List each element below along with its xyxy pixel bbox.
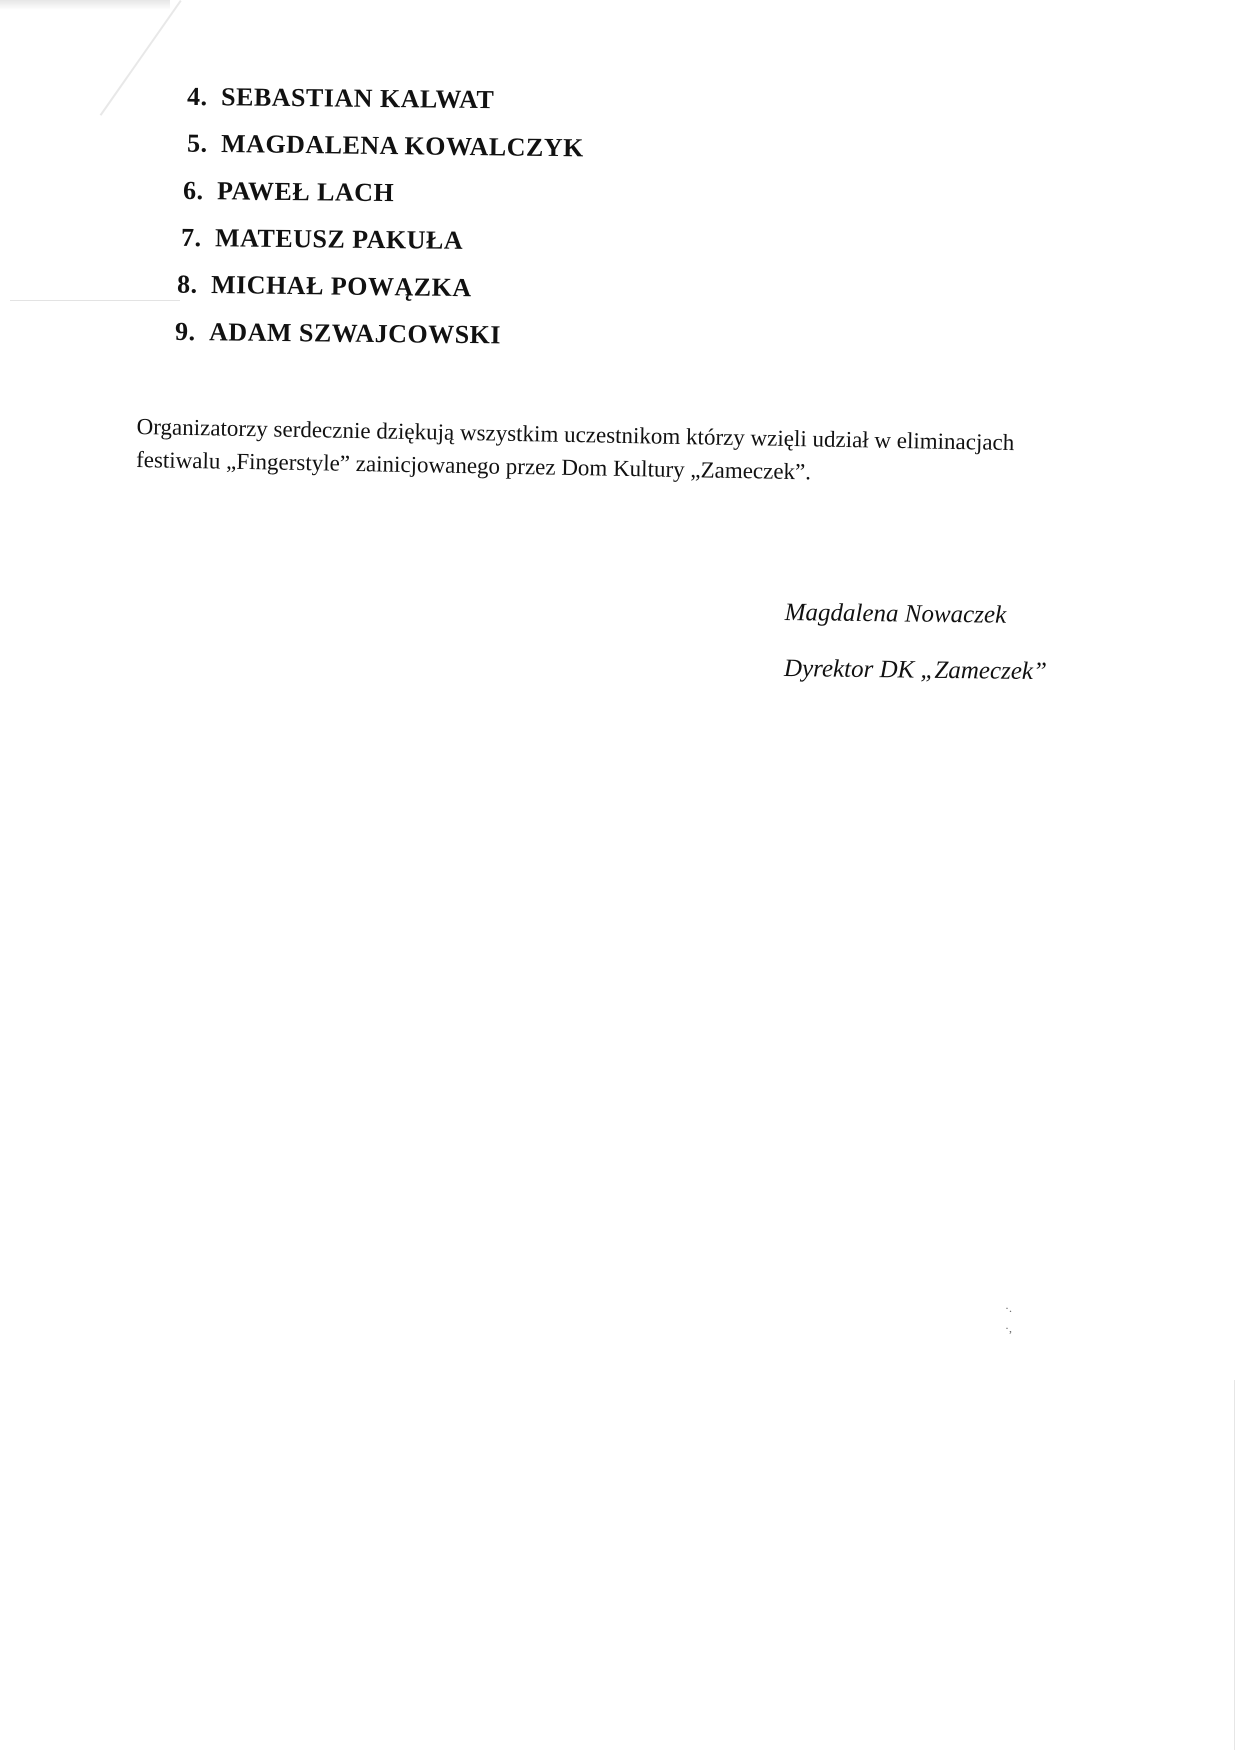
- participant-name: SEBASTIAN KALWAT: [220, 82, 495, 115]
- participant-name: PAWEŁ LACH: [216, 176, 395, 208]
- thanks-line-2: festiwalu „Fingerstyle” zainicjowanego przez Dom Kultury „Zameczek”.: [135, 446, 812, 485]
- scan-right-edge: [1234, 1380, 1235, 1750]
- scan-specks: ·. ·,: [1005, 1301, 1012, 1335]
- list-item: [187, 129, 584, 181]
- list-item-number: 6.: [182, 175, 204, 206]
- participant-list: [174, 81, 584, 366]
- list-item-number: 4.: [186, 81, 208, 112]
- signatory-title: Dyrektor DK „Zameczek”: [783, 654, 1048, 686]
- participant-name: MICHAŁ POWĄZKA: [210, 269, 472, 303]
- participant-name: ADAM SZWAJCOWSKI: [208, 317, 502, 350]
- list-item: [187, 82, 584, 133]
- list-item: [177, 270, 574, 322]
- list-item-number: 7.: [180, 222, 202, 253]
- thanks-line-1: Organizatorzy serdecznie dziękują wszystkim uczestnikom którzy wzięli udział w eliminacjach: [136, 413, 1015, 456]
- participant-name: MAGDALENA KOWALCZYK: [220, 128, 584, 163]
- participant-name: MATEUSZ PAKUŁA: [214, 223, 464, 255]
- scan-edge-shadow: [0, 0, 170, 10]
- thanks-paragraph: [136, 410, 1167, 495]
- signature-block: [784, 585, 1048, 700]
- signatory-name: Magdalena Nowaczek: [784, 598, 1007, 629]
- list-item-number: 9.: [174, 316, 196, 347]
- list-item: [181, 223, 578, 274]
- list-item: [183, 176, 580, 227]
- scan-fold-line: [100, 0, 182, 116]
- list-item-number: 5.: [186, 128, 208, 158]
- scan-artifact-line: [10, 300, 180, 301]
- list-item-number: 8.: [176, 269, 198, 299]
- list-item: [175, 317, 572, 368]
